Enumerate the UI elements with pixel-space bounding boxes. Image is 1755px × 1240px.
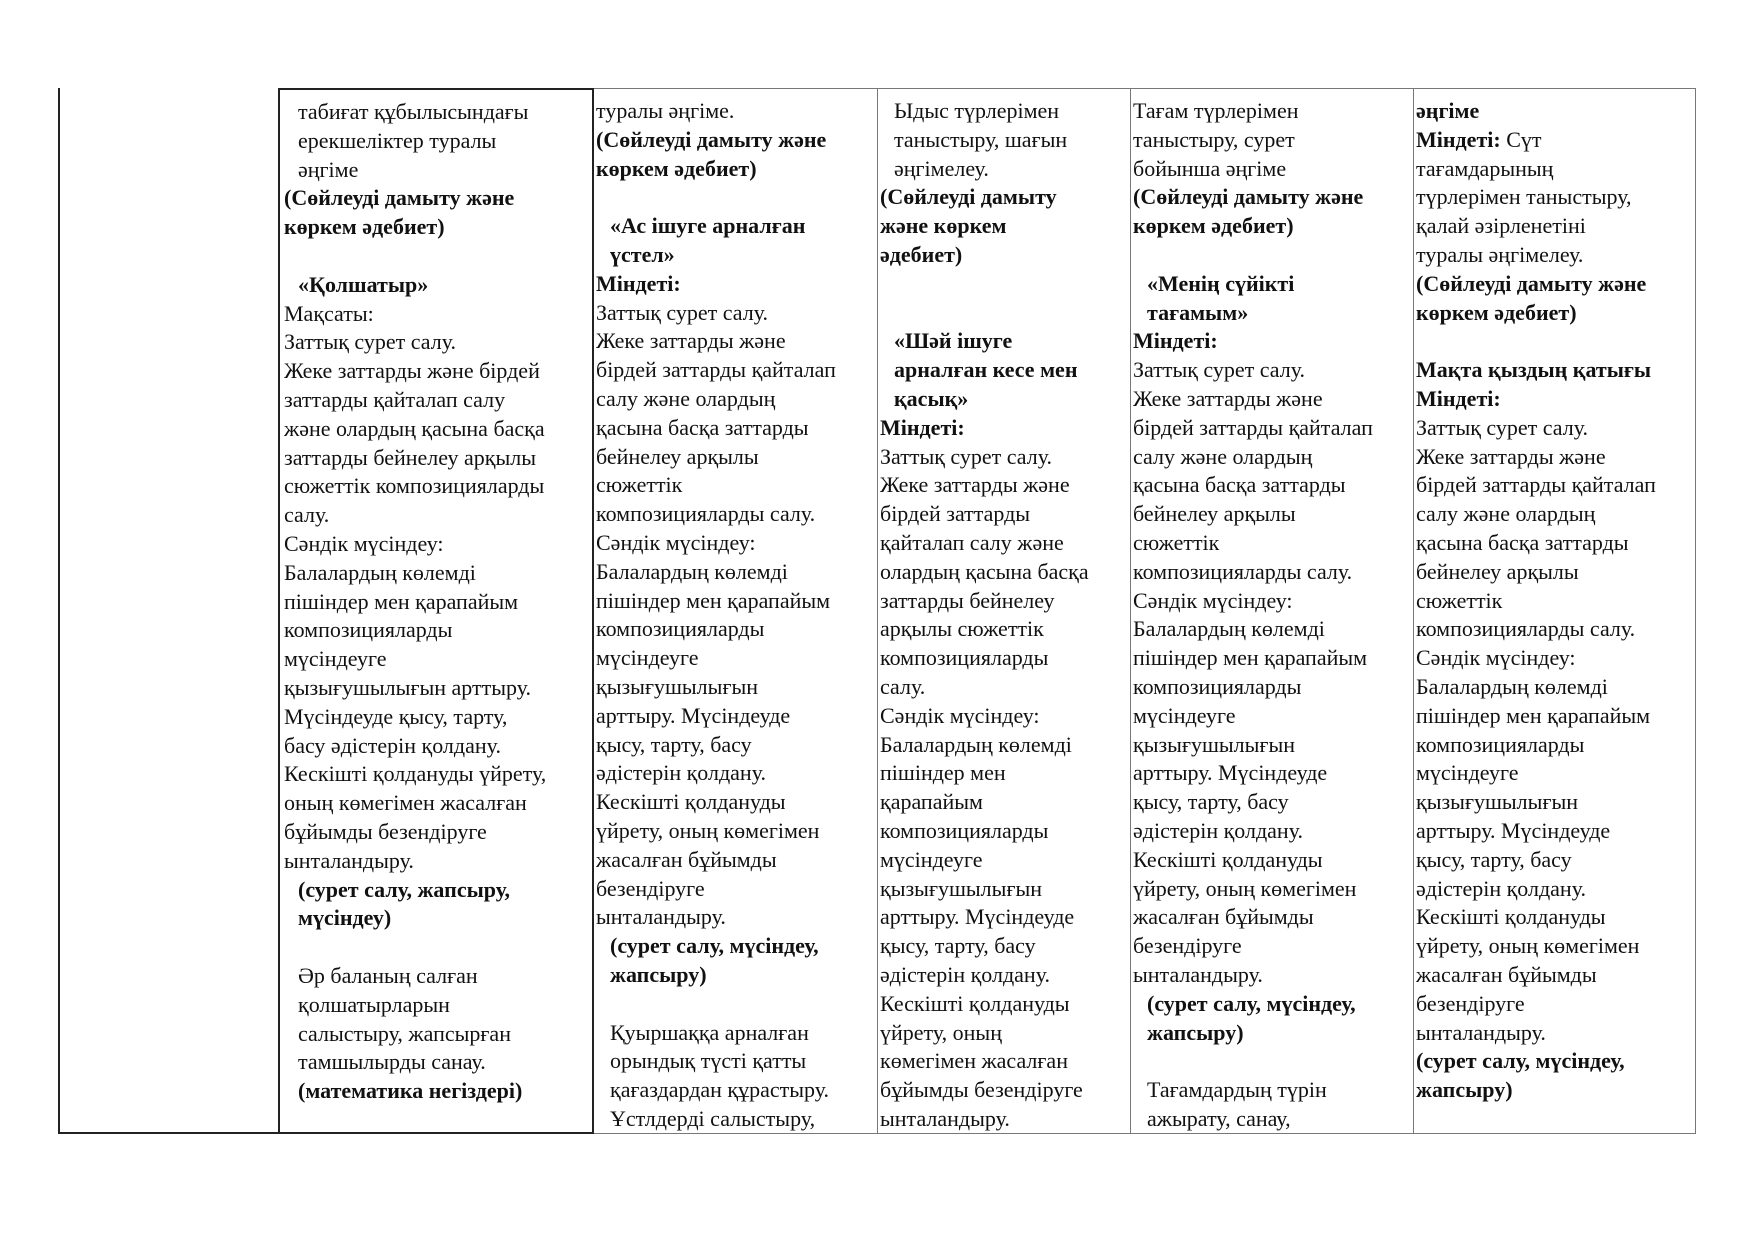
text-line: (сурет салу, жапсыру,: [298, 876, 510, 902]
text-line: әңгіме: [298, 156, 359, 182]
text-line: Жеке заттарды және: [1416, 443, 1606, 469]
text-line: сюжеттік: [596, 472, 683, 498]
text-line: Тағам түрлерімен: [1133, 98, 1299, 123]
text-line: үстел»: [610, 241, 675, 267]
text-line: Заттық сурет салу.: [1133, 357, 1306, 383]
text-line: Міндеті:: [1416, 385, 1501, 411]
text-line: ынталандыру.: [596, 904, 726, 930]
column-1: [280, 88, 594, 1134]
text-line: композицияларды салу.: [1416, 616, 1636, 642]
text-line: (Сөйлеуді дамыту және: [1416, 270, 1647, 296]
text-line: сюжеттік: [1416, 587, 1503, 613]
text-line: Сәндік мүсіндеу:: [1133, 587, 1293, 613]
text-line: Жеке заттарды және: [880, 472, 1070, 498]
text-line: (Сөйлеуді дамыту және: [596, 126, 827, 152]
text-line: Заттық сурет салу.: [1416, 414, 1589, 440]
text-line: бейнелеу арқылы: [596, 443, 759, 469]
text-line: безендіруге: [1416, 990, 1525, 1016]
text-line: салу және олардың: [596, 385, 776, 411]
text-line: көркем әдебиет): [1133, 213, 1294, 239]
text-line: Жеке заттарды және: [1133, 385, 1323, 411]
text-line: орындық түсті қатты: [610, 1048, 807, 1074]
text-line: үйрету, оның көмегімен: [1416, 933, 1640, 959]
text-line: Ыдыс түрлерімен: [894, 98, 1060, 123]
text-line: әдістерін қолдану.: [596, 760, 767, 786]
text-line: Қуыршаққа арналған: [610, 1019, 809, 1045]
text-line: Міндеті:: [880, 414, 965, 440]
text-line: композицияларды салу.: [596, 501, 816, 527]
text-line: Міндеті:: [1133, 328, 1218, 354]
text-line: (Сөйлеуді дамыту: [880, 184, 1057, 210]
text-line: Мақсаты:: [284, 300, 374, 326]
text-line: және олардың қасына басқа: [284, 415, 545, 441]
text-line: Мақта қыздың қатығы: [1416, 357, 1652, 383]
left-empty-column: [58, 88, 280, 1134]
text-line: композицияларды: [1133, 673, 1302, 699]
text-line: салу және олардың: [1133, 443, 1313, 469]
column-2: [594, 88, 878, 1134]
text-line: және көркем: [880, 213, 1007, 239]
text-line: пішіндер мен: [880, 760, 1006, 786]
text-line: Балалардың көлемді: [1416, 673, 1608, 699]
text-line: мүсіндеуге: [284, 646, 387, 672]
text-line: салыстыру, жапсырған: [298, 1020, 511, 1046]
text-line: тағамым»: [1147, 299, 1249, 325]
text-line: Балалардың көлемді: [284, 559, 476, 585]
text-line: Әр баланың салған: [298, 962, 478, 988]
text-line: қызығушылығын: [880, 875, 1043, 901]
text-line: (Сөйлеуді дамыту және: [284, 185, 515, 211]
text-line: әдістерін қолдану.: [1133, 817, 1304, 843]
text-line: заттарды қайталап салу: [284, 386, 506, 412]
text-line: ынталандыру.: [880, 1105, 1010, 1131]
text-line: Ұстлдерді салыстыру,: [610, 1105, 816, 1131]
text-line: қасық»: [894, 385, 969, 411]
text-line: [880, 270, 1130, 299]
text-line: қысу, тарту, басу: [880, 933, 1036, 959]
text-line: Кескішті қолдануды үйрету,: [284, 761, 547, 787]
text-line: бұйымды безендіруге: [284, 818, 487, 844]
text-line: [596, 183, 877, 212]
text-line: композицияларды: [284, 617, 453, 643]
text-line: Тағамдардың түрін: [1147, 1077, 1327, 1103]
text-line: Заттық сурет салу.: [880, 443, 1053, 469]
text-line: Жеке заттарды және: [596, 328, 786, 354]
text-line: [1416, 327, 1693, 356]
text-line: қалай әзірленетіні: [1416, 213, 1586, 239]
text-line: Балалардың көлемді: [596, 558, 788, 584]
text-line: Балалардың көлемді: [880, 731, 1072, 757]
text-line: [284, 933, 590, 962]
text-line: көркем әдебиет): [284, 214, 445, 240]
text-line: жапсыру): [1416, 1077, 1513, 1103]
text-line: олардың қасына басқа: [880, 558, 1089, 584]
text-line: Заттық сурет салу.: [596, 299, 769, 325]
text-line: мүсіндеуге: [1416, 760, 1519, 786]
text-line: түрлерімен таныстыру,: [1416, 184, 1632, 210]
text-line: композицияларды салу.: [1133, 558, 1353, 584]
text-line: Сәндік мүсіндеу:: [596, 529, 756, 555]
text-line: оның көмегімен жасалған: [284, 790, 527, 816]
text-line: көркем әдебиет): [596, 155, 757, 181]
text-line: Сәндік мүсіндеу:: [880, 702, 1040, 728]
text-line: Заттық сурет салу.: [284, 329, 457, 355]
text-line: композицияларды: [880, 645, 1049, 671]
column-4: [1131, 88, 1414, 1134]
text-line: [1133, 241, 1413, 270]
text-line: бұйымды безендіруге: [880, 1077, 1083, 1103]
text-line: әдістерін қолдану.: [1416, 875, 1587, 901]
text-line: мүсіндеуге: [596, 645, 699, 671]
text-line: (сурет салу, мүсіндеу,: [1416, 1048, 1625, 1074]
text-line: пішіндер мен қарапайым: [1416, 702, 1651, 728]
text-line: бейнелеу арқылы: [1416, 558, 1579, 584]
text-line: композицияларды: [1416, 731, 1585, 757]
text-line: қысу, тарту, басу: [1416, 846, 1572, 872]
text-line: арттыру. Мүсіндеуде: [1416, 817, 1611, 843]
text-line: қысу, тарту, басу: [596, 731, 752, 757]
text-line: салу және олардың: [1416, 501, 1596, 527]
text-line: арналған кесе мен: [894, 357, 1078, 383]
text-line: [880, 299, 1130, 328]
text-line: қайталап салу және: [880, 529, 1064, 555]
text-line: заттарды бейнелеу: [880, 587, 1055, 613]
text-line: Сәндік мүсіндеу:: [284, 530, 444, 556]
text-line: қағаздардан құрастыру.: [610, 1077, 830, 1103]
text-line: ажырату, санау,: [1147, 1105, 1291, 1131]
text-line: бірдей заттарды қайталап: [596, 357, 836, 383]
text-line: үйрету, оның көмегімен: [1133, 875, 1357, 901]
text-line: арттыру. Мүсіндеуде: [1133, 760, 1328, 786]
text-line: үйрету, оның: [880, 1019, 1002, 1045]
text-line: (сурет салу, мүсіндеу,: [1147, 990, 1356, 1016]
text-line: таныстыру, сурет: [1133, 126, 1295, 152]
text-line: қызығушылығын: [596, 673, 759, 699]
text-line: арттыру. Мүсіндеуде: [880, 904, 1075, 930]
text-line: «Қолшатыр»: [298, 271, 429, 297]
text-line: Кескішті қолдануды: [1133, 846, 1323, 872]
text-line: Міндеті: Сүт: [1416, 126, 1542, 152]
text-line: көркем әдебиет): [1416, 299, 1577, 325]
text-line: пішіндер мен қарапайым: [596, 587, 831, 613]
text-line: заттарды бейнелеу арқылы: [284, 444, 537, 470]
text-line: әңгімелеу.: [894, 155, 989, 181]
text-line: таныстыру, шағын: [894, 126, 1068, 152]
text-line: безендіруге: [1133, 933, 1242, 959]
text-line: пішіндер мен қарапайым: [1133, 645, 1368, 671]
text-line: ынталандыру.: [1416, 1019, 1546, 1045]
text-line: Мүсіндеуде қысу, тарту,: [284, 703, 508, 729]
text-line: Балалардың көлемді: [1133, 616, 1325, 642]
text-line: қызығушылығын: [1416, 789, 1579, 815]
text-line: қысу, тарту, басу: [1133, 789, 1289, 815]
text-line: ынталандыру.: [1133, 961, 1263, 987]
text-line: жасалған бұйымды: [1133, 904, 1314, 930]
text-line: қызығушылығын: [1133, 731, 1296, 757]
text-line: Жеке заттарды және бірдей: [284, 358, 540, 384]
text-line: туралы әңгімелеу.: [1416, 241, 1584, 267]
text-line: жапсыру): [1147, 1019, 1244, 1045]
text-line: «Шәй ішуге: [894, 328, 1013, 354]
text-line: әдістерін қолдану.: [880, 961, 1051, 987]
text-line: пішіндер мен қарапайым: [284, 588, 519, 614]
column-5: [1414, 88, 1696, 1134]
text-line: салу.: [880, 673, 926, 699]
text-line: «Ас ішуге арналған: [610, 213, 806, 239]
text-line: [1133, 1047, 1413, 1076]
text-line: сюжеттік композицияларды: [284, 473, 545, 499]
text-line: арттыру. Мүсіндеуде: [596, 702, 791, 728]
text-line: [284, 242, 590, 271]
text-line: салу.: [284, 502, 330, 528]
text-line: композицияларды: [880, 817, 1049, 843]
text-line: қарапайым: [880, 789, 983, 815]
text-line: безендіруге: [596, 875, 705, 901]
text-line: қасына басқа заттарды: [1133, 472, 1346, 498]
text-line: «Менің сүйікті: [1147, 270, 1295, 296]
text-line: тағамдарының: [1416, 155, 1554, 181]
text-line: мүсіндеу): [298, 905, 392, 931]
text-line: ерекшеліктер туралы: [298, 127, 497, 153]
text-line: қасына басқа заттарды: [596, 414, 809, 440]
text-line: бейнелеу арқылы: [1133, 501, 1296, 527]
text-line: композицияларды: [596, 616, 765, 642]
text-line: бірдей заттарды: [880, 501, 1031, 527]
text-line: табиғат құбылысындағы: [298, 99, 529, 124]
text-line: Кескішті қолдануды: [1416, 904, 1606, 930]
text-line: мүсіндеуге: [1133, 702, 1236, 728]
text-line: мүсіндеуге: [880, 846, 983, 872]
text-line: үйрету, оның көмегімен: [596, 817, 820, 843]
text-line: сюжеттік: [1133, 529, 1220, 555]
text-line: қолшатырларын: [298, 991, 450, 1017]
text-line: Міндеті:: [596, 270, 681, 296]
text-line: тамшылырды санау.: [298, 1049, 486, 1075]
text-line: арқылы сюжеттік: [880, 616, 1044, 642]
text-line: басу әдістерін қолдану.: [284, 732, 501, 758]
text-line: (сурет салу, мүсіндеу,: [610, 933, 819, 959]
text-line: Кескішті қолдануды: [880, 990, 1070, 1016]
text-line: қасына басқа заттарды: [1416, 529, 1629, 555]
text-line: (Сөйлеуді дамыту және: [1133, 184, 1364, 210]
text-line: [596, 990, 877, 1019]
text-line: Кескішті қолдануды: [596, 789, 786, 815]
text-line: жапсыру): [610, 961, 707, 987]
text-line: әңгіме: [1416, 98, 1480, 123]
text-line: әдебиет): [880, 241, 963, 267]
text-line: жасалған бұйымды: [596, 846, 777, 872]
text-line: (математика негіздері): [298, 1078, 523, 1104]
text-line: жасалған бұйымды: [1416, 961, 1597, 987]
text-line: ынталандыру.: [284, 847, 414, 873]
text-line: бойынша әңгіме: [1133, 155, 1287, 181]
text-line: Сәндік мүсіндеу:: [1416, 645, 1576, 671]
column-3: [878, 88, 1131, 1134]
text-line: бірдей заттарды қайталап: [1416, 472, 1656, 498]
text-line: бірдей заттарды қайталап: [1133, 414, 1373, 440]
text-line: туралы әңгіме.: [596, 98, 735, 123]
text-line: көмегімен жасалған: [880, 1048, 1068, 1074]
text-line: қызығушылығын арттыру.: [284, 674, 532, 700]
